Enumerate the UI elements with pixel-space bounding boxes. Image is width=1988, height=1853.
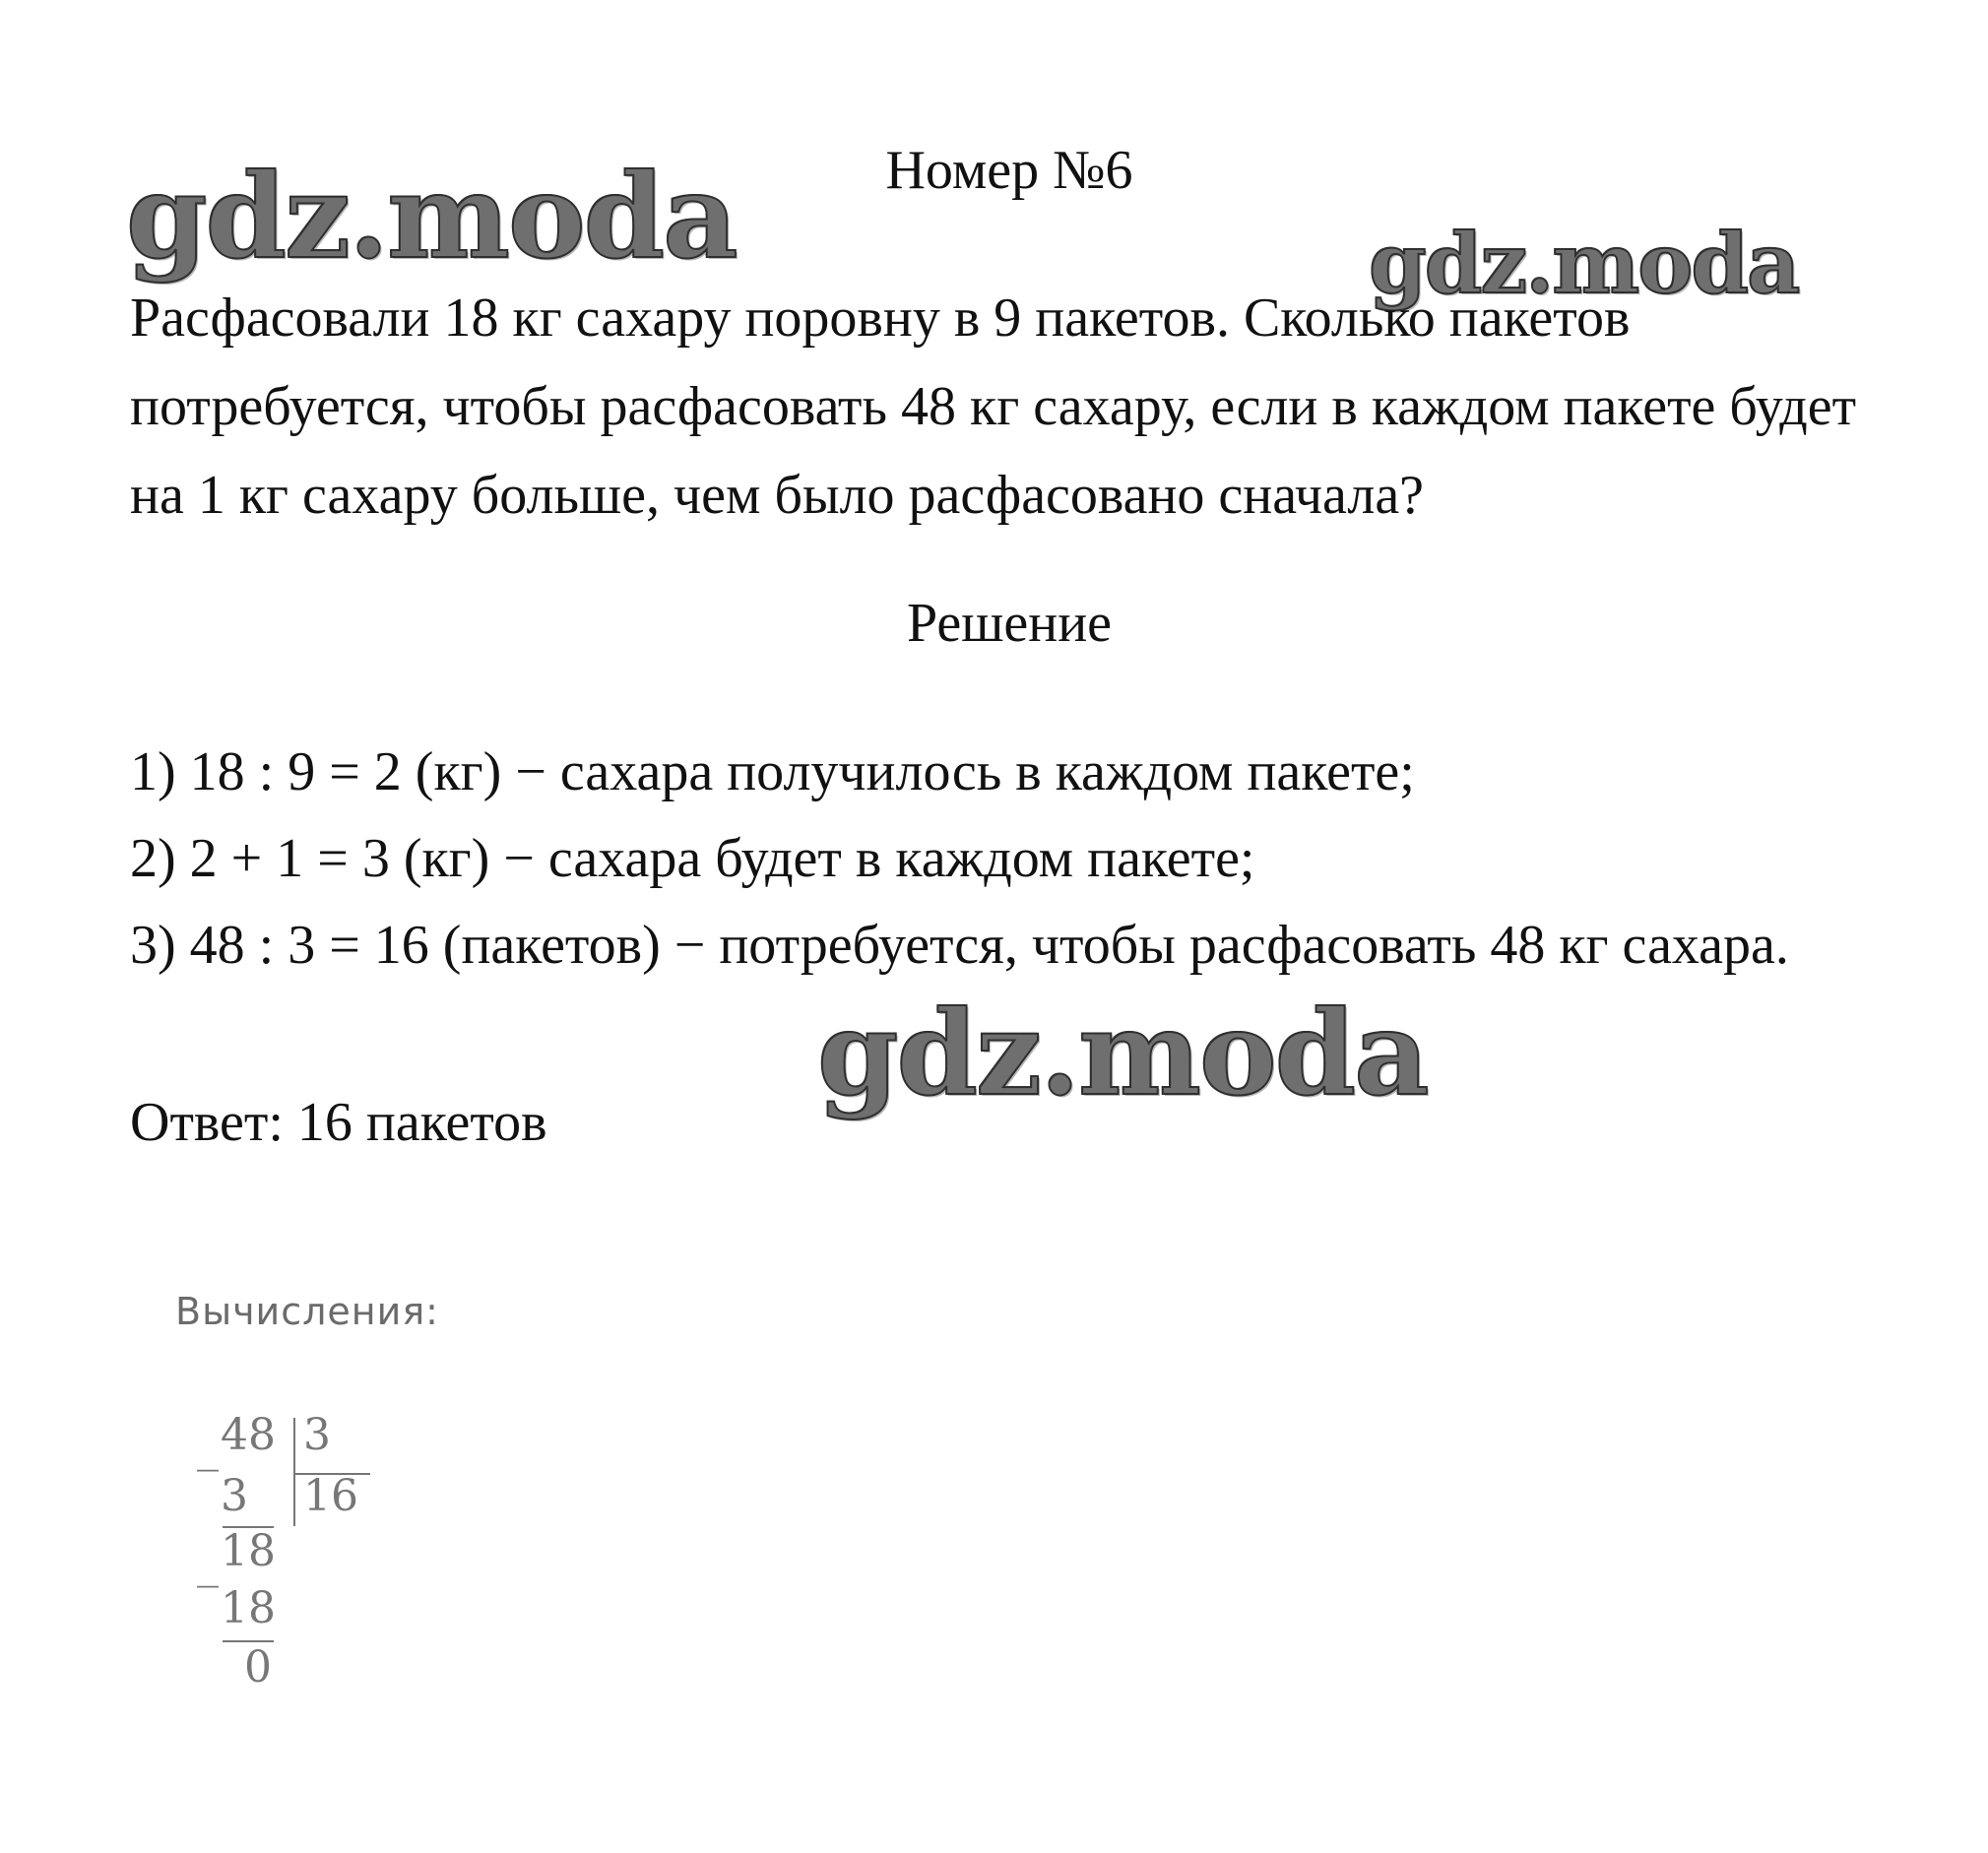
minus-sign-2: _ [197,1538,219,1588]
watermark-logo-top-left: gdz.moda [126,148,737,285]
problem-text: Расфасовали 18 кг сахару поровну в 9 пакетов. Сколько пакетов потребуется, чтобы расфасовать 48 кг сахару, если в каждом пакете будет на 1 кг сахару больше, чем было расфасовано сначала? [130,288,1857,526]
page-title: Номер №6 [885,140,1133,201]
solution-step-2: 2) 2 + 1 = 3 (кг) − сахара будет в каждом пакете; [130,828,1255,889]
minus-sign-1: _ [197,1422,219,1472]
subtract-row-1: 3 [221,1471,248,1521]
dividend: 48 [221,1410,276,1460]
calculations-heading: Вычисления: [175,1290,439,1333]
answer-text: Ответ: 16 пакетов [130,1092,547,1153]
watermark-logo-center: gdz.moda [817,985,1428,1121]
division-vertical-line [293,1418,295,1526]
remainder-row-2: 18 [221,1526,276,1576]
final-remainder: 0 [244,1642,272,1693]
quotient: 16 [303,1471,358,1521]
solution-heading: Решение [906,593,1113,654]
watermark-logo-top-right: gdz.moda [1369,215,1799,312]
subtract-row-2: 18 [221,1583,276,1633]
divisor: 3 [303,1410,331,1460]
solution-step-3: 3) 48 : 3 = 16 (пакетов) − потребуется, чтобы расфасовать 48 кг сахара. [130,915,1789,976]
solution-step-1: 1) 18 : 9 = 2 (кг) − сахара получилось в каждом пакете; [130,741,1415,802]
long-division [193,1410,410,1705]
